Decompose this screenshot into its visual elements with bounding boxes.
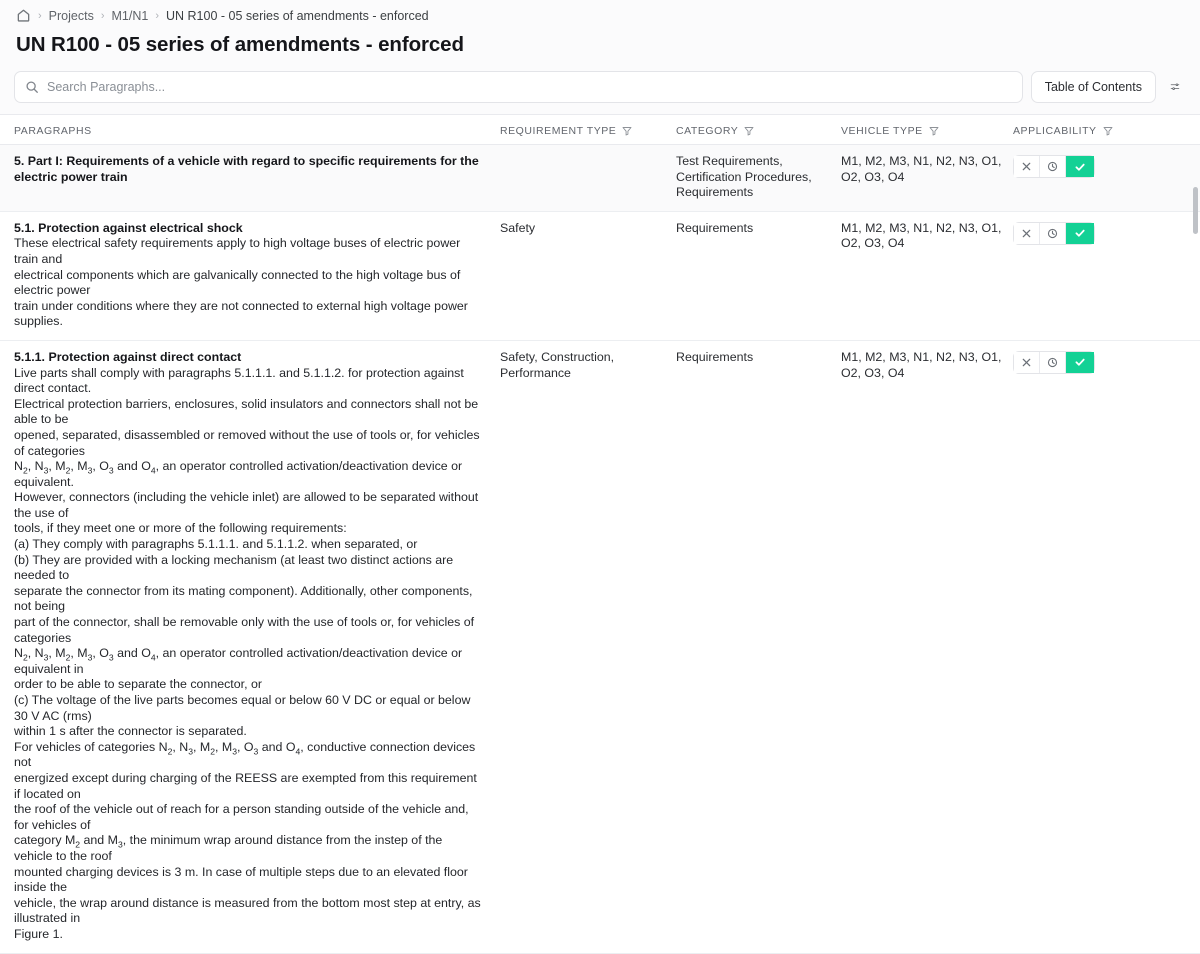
paragraph-title: 5.1.1. Protection against direct contact — [14, 349, 242, 364]
table-row[interactable] — [0, 145, 1200, 212]
cell-paragraph — [0, 350, 500, 943]
cell-category: Test Requirements, Certification Procedures, Requirements — [676, 154, 812, 200]
clock-icon[interactable] — [1040, 223, 1066, 244]
column-header-label: APPLICABILITY — [1013, 125, 1097, 137]
sliders-icon[interactable] — [1164, 71, 1186, 103]
breadcrumb-item-projects[interactable]: Projects — [48, 8, 94, 23]
cell-requirement-type: Safety — [500, 220, 536, 235]
cell-applicability — [1013, 154, 1188, 178]
paragraph-title: 5. Part I: Requirements of a vehicle with regard to specific requirements for the electric power train — [14, 154, 479, 184]
cell-requirement-type: Safety, Construction, Performance — [500, 349, 615, 380]
breadcrumb-separator: › — [38, 9, 42, 22]
filter-icon[interactable] — [1103, 126, 1113, 136]
search-toolbar — [0, 71, 1200, 114]
breadcrumb — [0, 0, 1200, 31]
paragraph-title: 5.1. Protection against electrical shock — [14, 220, 243, 235]
breadcrumb-separator: › — [100, 9, 105, 22]
check-icon[interactable] — [1066, 352, 1094, 373]
column-header-paragraphs[interactable] — [0, 125, 500, 137]
filter-icon[interactable] — [744, 126, 754, 136]
column-header-requirement-type[interactable] — [500, 125, 676, 137]
clock-icon[interactable] — [1040, 156, 1066, 177]
table-row[interactable] — [0, 212, 1200, 341]
paragraph-body: These electrical safety requirements apply to high voltage buses of electric power train and electrical components which are galvanically connected to the high voltage bus of electric power train under conditions where they are not connected to external high voltage power supplies. — [14, 236, 468, 329]
home-icon[interactable] — [16, 8, 31, 23]
cell-paragraph — [0, 154, 500, 185]
check-icon[interactable] — [1066, 223, 1094, 244]
breadcrumb-item-m1n1[interactable]: M1/N1 — [111, 8, 149, 23]
column-header-label: REQUIREMENT TYPE — [500, 125, 617, 137]
column-header-label: CATEGORY — [676, 125, 739, 137]
close-icon[interactable] — [1014, 352, 1040, 373]
column-header-label: PARAGRAPHS — [14, 125, 92, 137]
cell-category: Requirements — [676, 349, 754, 364]
clock-icon[interactable] — [1040, 352, 1066, 373]
column-header-label: VEHICLE TYPE — [841, 125, 923, 137]
search-box[interactable] — [14, 71, 1023, 103]
paragraph-body: Live parts shall comply with paragraphs 5.1.1.1. and 5.1.1.2. for protection against direct contact. Electrical protection barriers, enclosures, solid insulators and connectors shall not be able to be opened, separated, disassembled or removed without the use of tools or, for vehicles of categories $N_2$, $N_3$, $M_2$, $M_3$, $O_3$ and $O_4$, an operator controlled activation/deactivation device or equivalent. However, connectors (including the vehicle inlet) are allowed to be separated without the use of tools, if they meet one or more of the following requirements: (a) They comply with paragraphs 5.1.1.1. and 5.1.1.2. when separated, or (b) They are provided with a locking mechanism (at least two distinct actions are needed to separate the connector from its mating component). Additionally, other components, not being part of the connector, shall be removable only with the use of tools or, for vehicles of categories $N_2$, $N_3$, $M_2$, $M_3$, $O_3$ and $O_4$, an operator controlled activation/deactivation device or equivalent in order to be able to separate the connector, or (c) The voltage of the live parts becomes equal or below 60 V DC or equal or below 30 V AC (rms) within 1 s after the connector is separated. For vehicles of categories $N_2$, $N_3$, $M_2$, $M_3$, $O_3$ and $O_4$, conductive connection devices not energized except during charging of the REESS are exempted from this requirement if located on the roof of the vehicle out of reach for a person standing outside of the vehicle and, for vehicles of category $M_2$ and $M_3$, the minimum wrap around distance from the instep of the vehicle to the roof mounted charging devices is 3 m. In case of multiple steps due to an elevated floor inside the vehicle, the wrap around distance is measured from the bottom most step at entry, as illustrated in Figure 1. — [14, 365, 481, 941]
cell-applicability — [1013, 221, 1188, 245]
breadcrumb-separator: › — [155, 9, 159, 22]
table-header-row — [0, 115, 1200, 145]
cell-category: Requirements — [676, 220, 754, 235]
cell-vehicle-type: M1, M2, M3, N1, N2, N3, O1, O2, O3, O4 — [841, 220, 1002, 251]
cell-applicability — [1013, 350, 1188, 374]
breadcrumb-item-current[interactable]: UN R100 - 05 series of amendments - enforced — [166, 8, 429, 23]
table-row[interactable] — [0, 341, 1200, 954]
filter-icon[interactable] — [929, 126, 939, 136]
search-input[interactable] — [47, 72, 1012, 102]
cell-vehicle-type: M1, M2, M3, N1, N2, N3, O1, O2, O3, O4 — [841, 349, 1002, 380]
close-icon[interactable] — [1014, 156, 1040, 177]
paragraphs-table — [0, 114, 1200, 941]
close-icon[interactable] — [1014, 223, 1040, 244]
applicability-toggle-group[interactable] — [1013, 222, 1095, 245]
table-body — [0, 145, 1200, 941]
table-of-contents-button[interactable]: Table of Contents — [1031, 71, 1156, 103]
vertical-scrollbar[interactable] — [1193, 187, 1198, 234]
applicability-toggle-group[interactable] — [1013, 351, 1095, 374]
search-icon — [25, 80, 39, 94]
page-title: UN R100 - 05 series of amendments - enforced — [0, 31, 1200, 71]
column-header-applicability[interactable] — [1013, 125, 1188, 137]
filter-icon[interactable] — [622, 126, 632, 136]
applicability-toggle-group[interactable] — [1013, 155, 1095, 178]
cell-paragraph — [0, 221, 500, 330]
cell-vehicle-type: M1, M2, M3, N1, N2, N3, O1, O2, O3, O4 — [841, 154, 1002, 184]
column-header-category[interactable] — [676, 125, 841, 137]
column-header-vehicle-type[interactable] — [841, 125, 1013, 137]
check-icon[interactable] — [1066, 156, 1094, 177]
